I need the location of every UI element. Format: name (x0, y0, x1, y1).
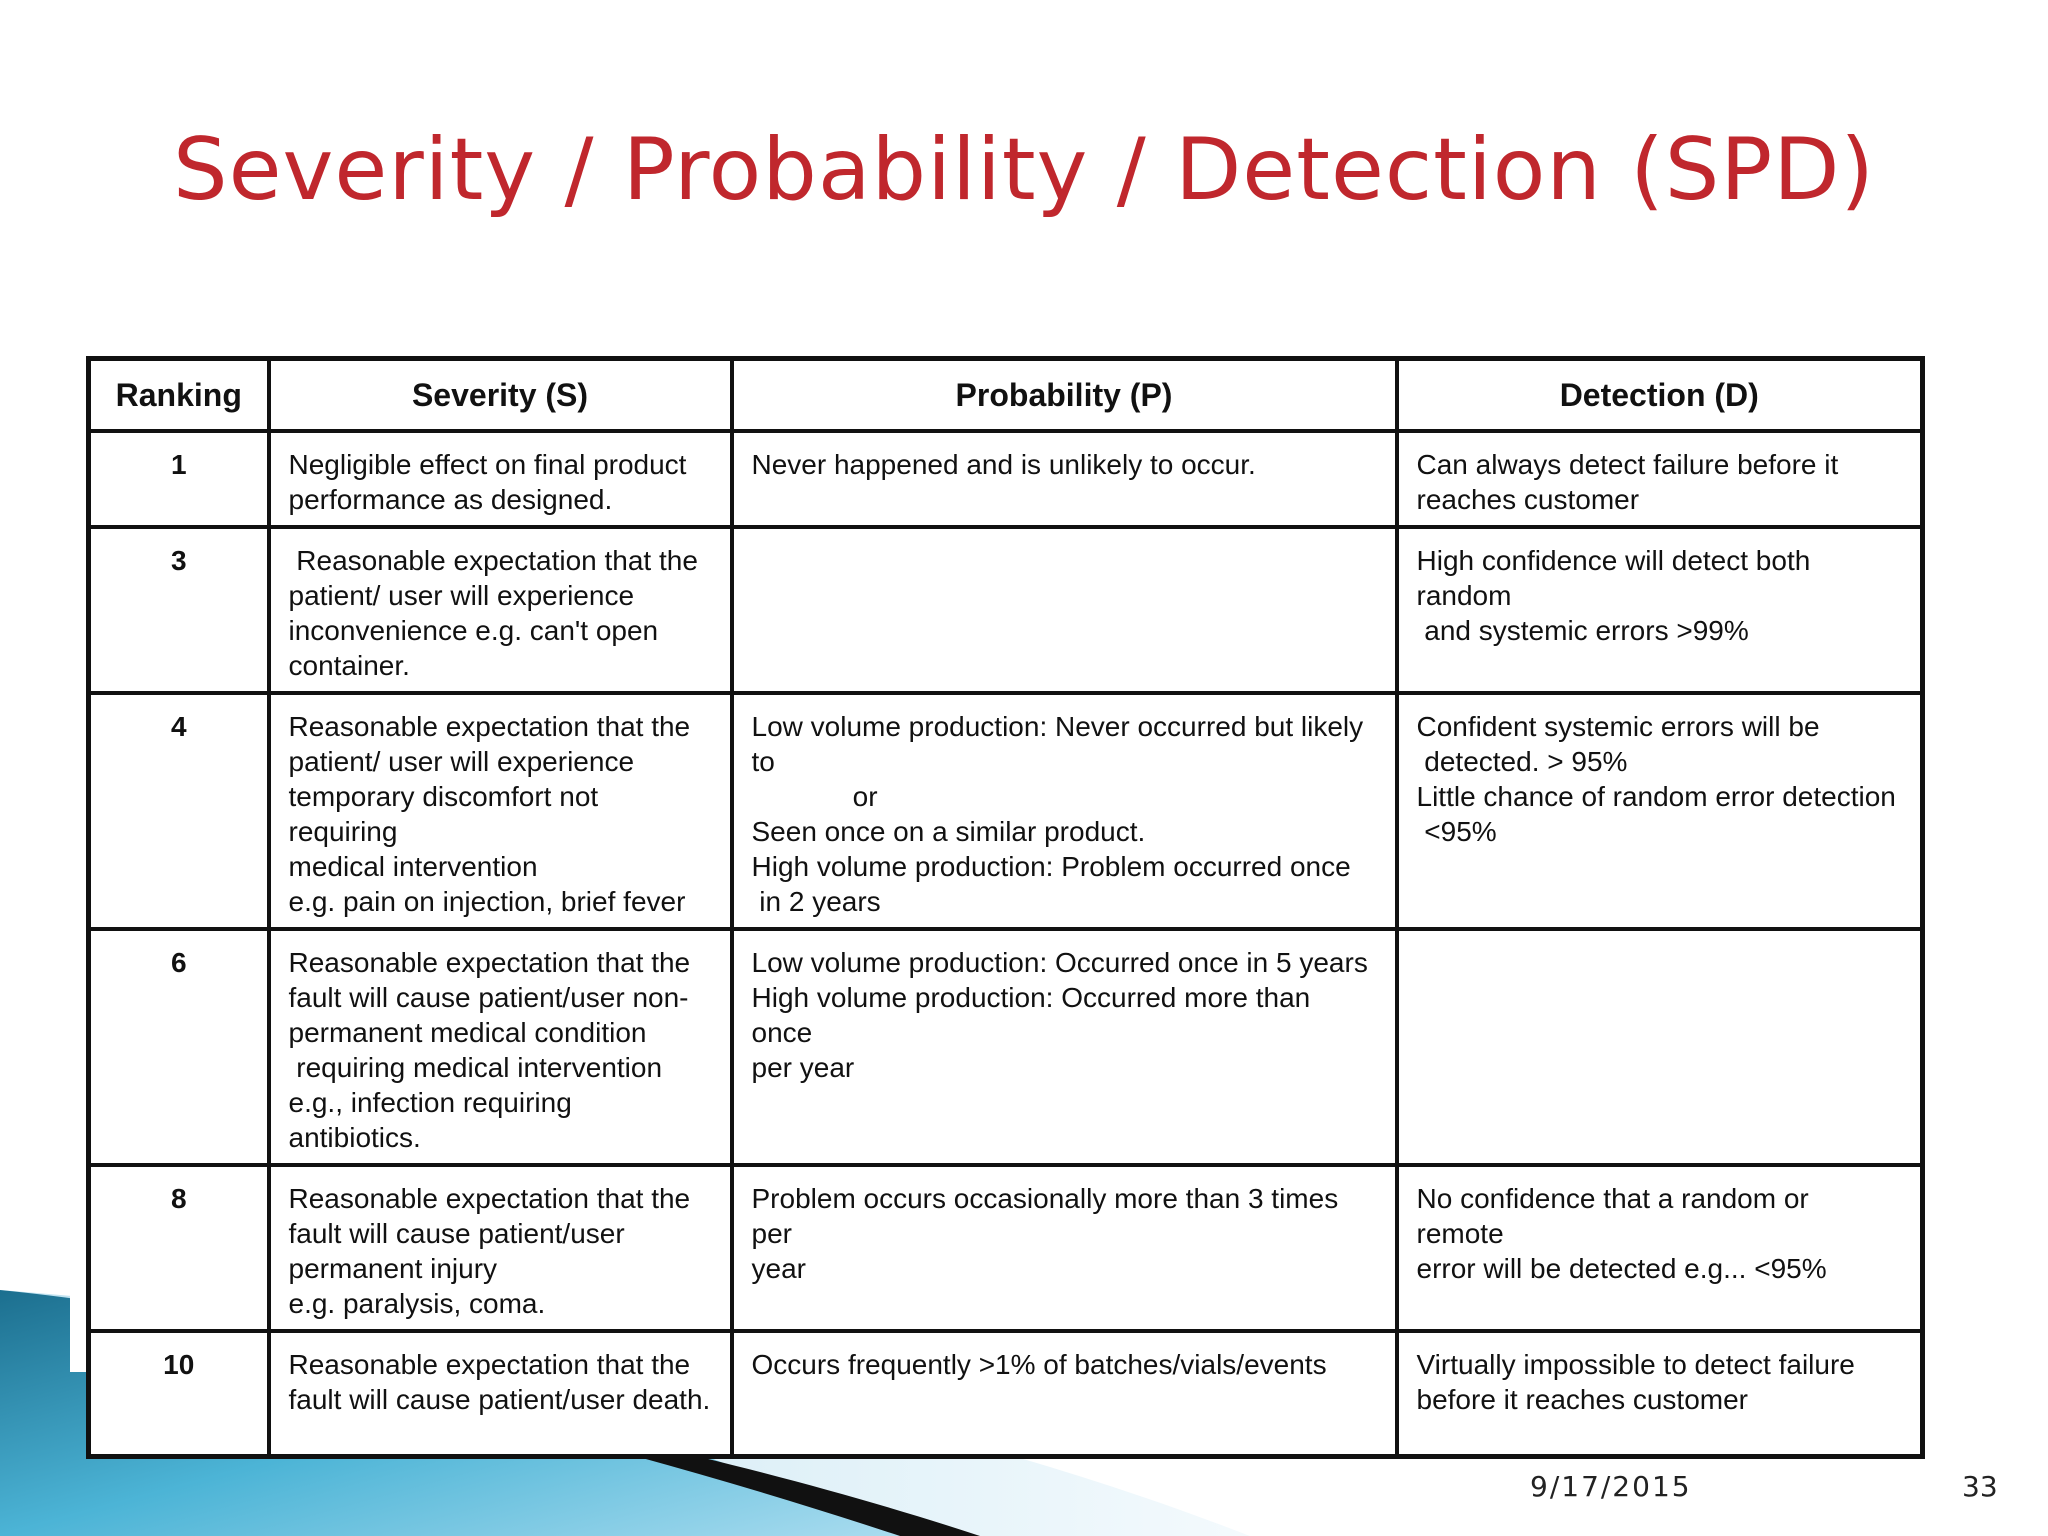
severity-cell (269, 929, 732, 1165)
severity-cell (269, 693, 732, 929)
ranking-cell: 6 (89, 929, 269, 1165)
probability-cell-line: in 2 years (751, 886, 881, 917)
detection-cell (1397, 929, 1923, 1165)
probability-cell-line: or (751, 781, 878, 812)
probability-cell-line: Problem occurs occasionally more than 3 times per (751, 1183, 1346, 1249)
slide-page-number: 33 (1962, 1470, 1998, 1503)
ranking-cell: 8 (89, 1165, 269, 1331)
probability-cell (732, 1165, 1397, 1331)
probability-cell-line: Low volume production: Never occurred but likely to (751, 711, 1371, 777)
ranking-cell: 4 (89, 693, 269, 929)
header-severity: Severity (S) (269, 359, 732, 432)
table-header-row (89, 359, 1923, 432)
severity-cell-line: fault will cause patient/user death. (288, 1384, 711, 1415)
detection-cell-line: High confidence will detect both random (1416, 545, 1819, 611)
spd-table (86, 356, 1925, 1459)
probability-cell-line: High volume production: Problem occurred once (751, 851, 1351, 882)
detection-cell-line: Little chance of random error detection (1416, 781, 1896, 812)
severity-cell-line: Reasonable expectation that the (288, 1183, 691, 1214)
header-probability: Probability (P) (732, 359, 1397, 432)
severity-cell-line: container. (288, 650, 410, 681)
table-row (89, 527, 1923, 693)
severity-cell-line: Reasonable expectation that the (288, 711, 691, 742)
severity-cell-line: e.g., infection requiring antibiotics. (288, 1087, 580, 1153)
slide-date: 9/17/2015 (1530, 1470, 1692, 1503)
probability-cell-line: year (751, 1253, 806, 1284)
detection-cell (1397, 431, 1923, 527)
detection-cell (1397, 1331, 1923, 1456)
severity-cell-line: e.g. paralysis, coma. (288, 1288, 546, 1319)
detection-cell-line: <95% (1416, 816, 1497, 847)
probability-cell (732, 1331, 1397, 1456)
detection-cell-line: No confidence that a random or remote (1416, 1183, 1817, 1249)
probability-cell-line: Occurs frequently >1% of batches/vials/events (751, 1349, 1327, 1380)
detection-cell-line: Virtually impossible to detect failure (1416, 1349, 1855, 1380)
severity-cell (269, 431, 732, 527)
table-row (89, 693, 1923, 929)
probability-cell-line: Low volume production: Occurred once in 5 years (751, 947, 1368, 978)
header-ranking: Ranking (89, 359, 269, 432)
severity-cell-line: Reasonable expectation that the (288, 545, 698, 576)
spd-table-container (86, 356, 1920, 1459)
severity-cell-line: medical intervention (288, 851, 538, 882)
probability-cell (732, 527, 1397, 693)
severity-cell-line: Negligible effect on final product (288, 449, 687, 480)
severity-cell-line: e.g. pain on injection, brief fever (288, 886, 686, 917)
probability-cell-line: Seen once on a similar product. (751, 816, 1146, 847)
probability-cell (732, 693, 1397, 929)
severity-cell (269, 1165, 732, 1331)
ranking-cell: 3 (89, 527, 269, 693)
severity-cell-line: performance as designed. (288, 484, 613, 515)
severity-cell-line: temporary discomfort not requiring (288, 781, 606, 847)
detection-cell-line: before it reaches customer (1416, 1384, 1748, 1415)
ranking-cell: 1 (89, 431, 269, 527)
probability-cell (732, 431, 1397, 527)
severity-cell-line: permanent medical condition (288, 1017, 647, 1048)
severity-cell-line: requiring medical intervention (288, 1052, 663, 1083)
severity-cell-line: Reasonable expectation that the (288, 1349, 691, 1380)
detection-cell (1397, 693, 1923, 929)
detection-cell-line: Can always detect failure before it (1416, 449, 1839, 480)
severity-cell-line: fault will cause patient/user (288, 1218, 625, 1249)
detection-cell-line: and systemic errors >99% (1416, 615, 1749, 646)
detection-cell-line: reaches customer (1416, 484, 1640, 515)
header-detection: Detection (D) (1397, 359, 1923, 432)
detection-cell (1397, 1165, 1923, 1331)
ranking-cell: 10 (89, 1331, 269, 1456)
table-row (89, 1331, 1923, 1456)
severity-cell-line: patient/ user will experience (288, 746, 635, 777)
probability-cell-line: Never happened and is unlikely to occur. (751, 449, 1256, 480)
severity-cell-line: patient/ user will experience (288, 580, 635, 611)
probability-cell (732, 929, 1397, 1165)
severity-cell (269, 1331, 732, 1456)
detection-cell-line: Confident systemic errors will be (1416, 711, 1820, 742)
severity-cell (269, 527, 732, 693)
table-row (89, 929, 1923, 1165)
probability-cell-line: per year (751, 1052, 855, 1083)
probability-cell-line: High volume production: Occurred more than once (751, 982, 1318, 1048)
detection-cell-line: error will be detected e.g... <95% (1416, 1253, 1827, 1284)
severity-cell-line: fault will cause patient/user non- (288, 982, 689, 1013)
detection-cell (1397, 527, 1923, 693)
table-body (89, 431, 1923, 1456)
severity-cell-line: inconvenience e.g. can't open (288, 615, 659, 646)
table-row (89, 1165, 1923, 1331)
slide-title: Severity / Probability / Detection (SPD) (173, 120, 1875, 220)
detection-cell-line: detected. > 95% (1416, 746, 1628, 777)
table-row (89, 431, 1923, 527)
severity-cell-line: Reasonable expectation that the (288, 947, 691, 978)
severity-cell-line: permanent injury (288, 1253, 498, 1284)
